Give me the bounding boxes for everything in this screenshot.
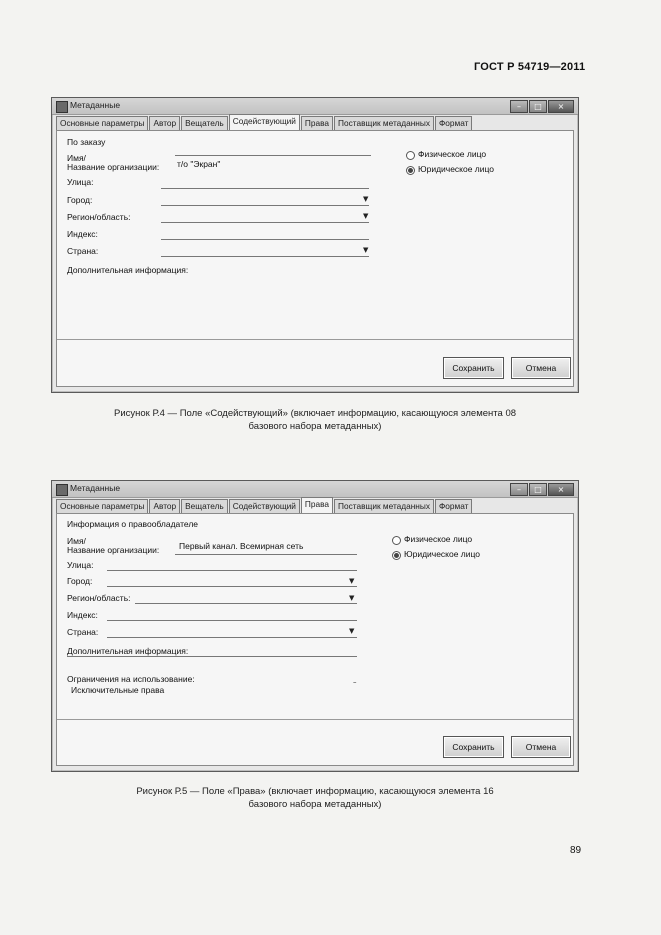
index-label: Индекс: (67, 229, 98, 239)
window-title: Метаданные (70, 483, 121, 493)
legal-entity-label: Юридическое лицо (404, 549, 481, 559)
figure-caption-p4 (105, 407, 525, 433)
street-input[interactable] (107, 570, 357, 571)
save-button[interactable]: Сохранить (443, 736, 504, 758)
physical-person-label: Физическое лицо (404, 534, 473, 544)
street-input[interactable] (161, 188, 369, 189)
restrictions-value[interactable]: Исключительные права (71, 685, 165, 695)
region-label: Регион/область: (67, 212, 131, 222)
index-label: Индекс: (67, 610, 98, 620)
region-select[interactable] (161, 222, 369, 223)
page-number: 89 (570, 845, 582, 856)
tab-broadcaster[interactable]: Вещатель (181, 116, 228, 130)
tab-author[interactable]: Автор (149, 499, 180, 513)
tab-author[interactable]: Автор (149, 116, 180, 130)
section-title: По заказу (67, 137, 106, 147)
minimize-icon[interactable]: – (510, 100, 528, 113)
section-title: Информация о правообладателе (67, 519, 199, 529)
city-dropdown-icon[interactable]: ▼ (349, 577, 355, 585)
figure-caption-p5 (105, 785, 525, 811)
title-bar[interactable] (52, 98, 578, 115)
index-input[interactable] (107, 620, 357, 621)
close-icon[interactable]: × (548, 483, 574, 496)
tab-format[interactable]: Формат (435, 499, 472, 513)
legal-entity-radio[interactable] (406, 166, 415, 175)
minimize-icon[interactable]: – (510, 483, 528, 496)
city-select[interactable] (161, 205, 369, 206)
street-label: Улица: (67, 560, 94, 570)
metadata-window-rights (51, 480, 579, 772)
tab-contributor[interactable]: Содействующий (229, 114, 300, 130)
app-icon (56, 484, 68, 496)
caption-line: Рисунок Р.5 — Поле «Права» (включает информацию, касающуюся элемента 16 (136, 786, 494, 797)
org-name-label: Название организации: (67, 545, 160, 555)
country-select[interactable] (161, 256, 369, 257)
city-dropdown-icon[interactable]: ▼ (363, 195, 369, 203)
title-bar[interactable] (52, 481, 578, 498)
tab-basic-params[interactable]: Основные параметры (56, 116, 148, 130)
cancel-button[interactable]: Отмена (511, 736, 571, 758)
physical-person-radio[interactable] (406, 151, 415, 160)
region-dropdown-icon[interactable]: ▼ (349, 594, 355, 602)
cancel-button[interactable]: Отмена (511, 357, 571, 379)
name-label: Имя/ (67, 153, 86, 163)
legal-entity-label: Юридическое лицо (418, 164, 495, 174)
index-input[interactable] (161, 239, 369, 240)
maximize-icon[interactable]: □ (529, 100, 547, 113)
city-label: Город: (67, 195, 93, 205)
caption-line: Рисунок Р.4 — Поле «Содействующий» (включает информацию, касающуюся элемента 08 (113, 408, 517, 419)
city-select[interactable] (107, 586, 357, 587)
restrictions-label: Ограничения на использование: (67, 674, 195, 684)
app-icon (56, 101, 68, 113)
tab-basic-params[interactable]: Основные параметры (56, 499, 148, 513)
physical-person-label: Физическое лицо (418, 149, 487, 159)
legal-entity-radio[interactable] (392, 551, 401, 560)
street-label: Улица: (67, 177, 94, 187)
additional-info-label: Дополнительная информация: (67, 646, 189, 656)
physical-person-radio[interactable] (392, 536, 401, 545)
restrictions-marker: – (353, 678, 357, 686)
tab-broadcaster[interactable]: Вещатель (181, 499, 228, 513)
maximize-icon[interactable]: □ (529, 483, 547, 496)
tab-contributor[interactable]: Содействующий (229, 499, 300, 513)
country-label: Страна: (67, 627, 99, 637)
tab-metadata-provider[interactable]: Поставщик метаданных (334, 116, 434, 130)
country-dropdown-icon[interactable]: ▼ (363, 246, 369, 254)
tab-bar (56, 116, 473, 130)
country-label: Страна: (67, 246, 99, 256)
tab-rights[interactable]: Права (301, 116, 333, 130)
org-name-input[interactable]: Первый канал. Всемирная сеть (179, 541, 304, 551)
save-button[interactable]: Сохранить (443, 357, 504, 379)
tab-panel (56, 130, 574, 387)
close-icon[interactable]: × (548, 100, 574, 113)
tab-bar (56, 499, 473, 513)
additional-info-label: Дополнительная информация: (67, 265, 189, 275)
org-name-input[interactable]: т/о "Экран" (177, 159, 221, 169)
document-header: ГОСТ Р 54719—2011 (474, 61, 586, 73)
tab-rights[interactable]: Права (301, 497, 333, 513)
region-select[interactable] (135, 603, 357, 604)
region-dropdown-icon[interactable]: ▼ (363, 212, 369, 220)
window-title: Метаданные (70, 100, 121, 110)
additional-info-input[interactable] (67, 656, 357, 657)
region-label: Регион/область: (67, 593, 131, 603)
tab-metadata-provider[interactable]: Поставщик метаданных (334, 499, 434, 513)
caption-line: базового набора метаданных) (248, 421, 382, 432)
country-dropdown-icon[interactable]: ▼ (349, 627, 355, 635)
name-label: Имя/ (67, 536, 86, 546)
city-label: Город: (67, 576, 93, 586)
tab-panel (56, 513, 574, 766)
tab-format[interactable]: Формат (435, 116, 472, 130)
org-name-label: Название организации: (67, 162, 160, 172)
metadata-window-contributor (51, 97, 579, 393)
caption-line: базового набора метаданных) (248, 799, 382, 810)
country-select[interactable] (107, 637, 357, 638)
